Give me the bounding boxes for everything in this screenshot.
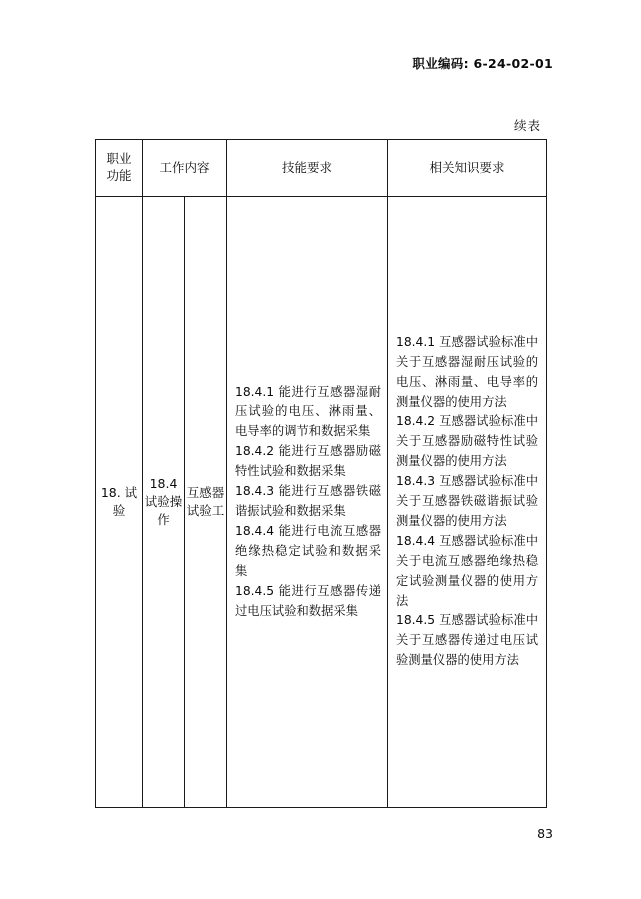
column-header-function: [96, 140, 143, 197]
column-header-function-line1: 职业: [106, 151, 132, 167]
knowledge-item: 18.4.3 互感器试验标准中关于互感器铁磁谐振试验测量仪器的使用方法: [396, 474, 538, 528]
column-header-knowledge-requirements: [388, 140, 547, 197]
knowledge-item: 18.4.1 互感器试验标准中关于互感器湿耐压试验的电压、淋雨量、电导率的测量仪器的使用方法: [396, 334, 538, 409]
skill-item: 18.4.3 能进行互感器铁磁谐振试验和数据采集: [235, 484, 381, 518]
cell-function-text: 18. 试验: [100, 484, 138, 518]
column-header-work-content: [143, 140, 227, 197]
skill-item: 18.4.2 能进行互感器励磁特性试验和数据采集: [235, 444, 381, 479]
cell-knowledge-requirements: [388, 197, 547, 808]
column-header-skill-requirements: [227, 140, 388, 197]
cell-work-content-text: 18.4 试验操作: [144, 475, 183, 528]
occupation-skill-table: [95, 139, 547, 808]
skill-item: 18.4.1 能进行互感器湿耐压试验的电压、淋雨量、电导率的调节和数据采集: [235, 384, 381, 439]
column-header-skill-label: 技能要求: [281, 159, 332, 175]
column-header-work-content-label: 工作内容: [159, 159, 210, 175]
knowledge-item: 18.4.4 互感器试验标准中关于电流互感器绝缘热稳定试验测量仪器的使用方法: [396, 533, 538, 608]
cell-job-title-text: 互感器试验工: [186, 484, 225, 518]
cell-function: [96, 197, 143, 808]
page-number: 83: [537, 826, 553, 841]
column-header-function-line2: 功能: [106, 168, 132, 183]
table-header-row: [96, 140, 547, 197]
skill-item: 18.4.4 能进行电流互感器绝缘热稳定试验和数据采集: [235, 523, 381, 578]
continued-table-label: 续表: [513, 118, 541, 133]
cell-work-content: [143, 197, 185, 808]
column-header-knowledge-label: 相关知识要求: [429, 159, 505, 175]
skill-item: 18.4.5 能进行互感器传递过电压试验和数据采集: [235, 583, 381, 618]
knowledge-item: 18.4.5 互感器试验标准中关于互感器传递过电压试验测量仪器的使用方法: [396, 613, 538, 668]
occupation-code: 职业编码: 6-24-02-01: [412, 56, 553, 71]
cell-skill-requirements: [227, 197, 388, 808]
cell-job-title: [185, 197, 227, 808]
knowledge-item: 18.4.2 互感器试验标准中关于互感器励磁特性试验测量仪器的使用方法: [396, 414, 538, 469]
table-row: [96, 197, 547, 808]
